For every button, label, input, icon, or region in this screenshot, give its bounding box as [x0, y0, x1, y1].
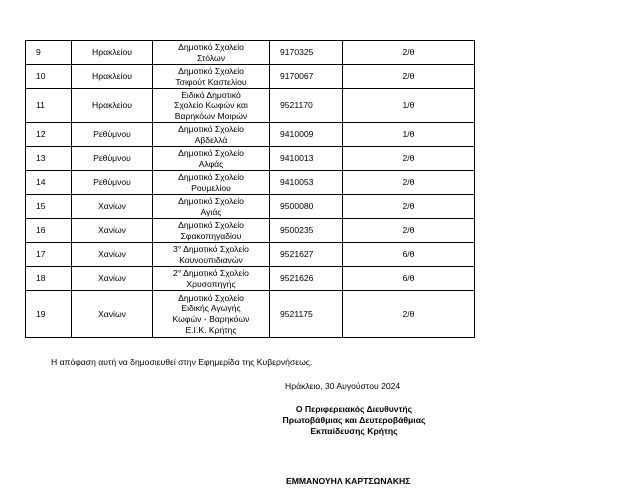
school-code-cell: 9170325 — [270, 41, 343, 65]
school-name-line: Αγιάς — [200, 206, 222, 217]
school-name-line: Δημοτικό Σχολείο — [178, 41, 244, 52]
school-name-line: Ειδικής Αγωγής — [181, 303, 241, 314]
region-cell: Ρεθύμνου — [72, 123, 153, 147]
row-number: 16 — [26, 219, 72, 243]
table-row — [26, 89, 475, 123]
school-name-line: Σχολείο Κωφών και — [174, 100, 248, 111]
row-number: 14 — [26, 171, 72, 195]
region-cell: Ηρακλείου — [72, 65, 153, 89]
school-cell — [153, 89, 270, 123]
positions-cell: 2/θ — [343, 41, 475, 65]
school-name-line: Δημοτικό Σχολείο — [178, 171, 244, 182]
school-name-line: Δημοτικό Σχολείο — [178, 147, 244, 158]
school-cell — [153, 195, 270, 219]
school-name-line: Δημοτικό Σχολείο — [178, 65, 244, 76]
school-name-line: Ειδικό Δημοτικό — [181, 89, 241, 100]
positions-cell: 2/θ — [343, 171, 475, 195]
school-cell — [153, 219, 270, 243]
school-name-line: 2° Δημοτικό Σχολείο — [173, 267, 249, 278]
school-name-line: Δημοτικό Σχολείο — [178, 195, 244, 206]
row-number: 13 — [26, 147, 72, 171]
school-cell — [153, 267, 270, 291]
school-code-cell: 9521627 — [270, 243, 343, 267]
region-cell: Χανίων — [72, 291, 153, 338]
schools-table — [25, 40, 475, 338]
region-cell: Χανίων — [72, 267, 153, 291]
school-cell — [153, 171, 270, 195]
school-name-line: Αλφάς — [198, 158, 224, 169]
row-number: 9 — [26, 41, 72, 65]
positions-cell: 2/θ — [343, 65, 475, 89]
school-name-line: Αβδελλά — [194, 134, 228, 145]
positions-cell: 2/θ — [343, 147, 475, 171]
table-row — [26, 219, 475, 243]
school-code-cell: 9410013 — [270, 147, 343, 171]
school-cell — [153, 65, 270, 89]
school-cell — [153, 243, 270, 267]
table-row — [26, 243, 475, 267]
place-date: Ηράκλειο, 30 Αυγούστου 2024 — [285, 381, 401, 391]
row-number: 10 — [26, 65, 72, 89]
row-number: 17 — [26, 243, 72, 267]
school-code-cell: 9410009 — [270, 123, 343, 147]
region-cell: Χανίων — [72, 195, 153, 219]
school-name-line: 3° Δημοτικό Σχολείο — [173, 243, 249, 254]
school-name-line: Βαρηκόων Μοιρών — [174, 110, 248, 121]
table-row — [26, 195, 475, 219]
school-code-cell: 9521626 — [270, 267, 343, 291]
region-cell: Χανίων — [72, 219, 153, 243]
region-cell: Ρεθύμνου — [72, 147, 153, 171]
row-number: 19 — [26, 291, 72, 338]
region-cell: Ρεθύμνου — [72, 171, 153, 195]
school-cell — [153, 123, 270, 147]
school-name-line: Σφακοπηγαδίου — [180, 230, 242, 241]
signatory-name: ΕΜΜΑΝΟΥΗΛ ΚΑΡΤΣΩΝΑΚΗΣ — [286, 476, 411, 486]
school-name-line: Δημοτικό Σχολείο — [178, 292, 244, 303]
positions-cell: 2/θ — [343, 219, 475, 243]
school-code-cell: 9500080 — [270, 195, 343, 219]
signatory-title-line: Πρωτοβάθμιας και Δευτεροβάθμιας — [282, 415, 426, 425]
row-number: 12 — [26, 123, 72, 147]
table-row — [26, 147, 475, 171]
positions-cell: 6/θ — [343, 243, 475, 267]
school-name-line: Δημοτικό Σχολείο — [178, 219, 244, 230]
table-row — [26, 123, 475, 147]
region-cell: Ηρακλείου — [72, 89, 153, 123]
school-cell — [153, 147, 270, 171]
region-cell: Ηρακλείου — [72, 41, 153, 65]
positions-cell: 1/θ — [343, 89, 475, 123]
positions-cell: 6/θ — [343, 267, 475, 291]
school-name-line: Ρουμελίου — [191, 182, 231, 193]
school-code-cell: 9521170 — [270, 89, 343, 123]
school-name-line: Δημοτικό Σχολείο — [178, 123, 244, 134]
school-name-line: Τσιφούτ Καστελίου — [175, 76, 247, 87]
signatory-title-line: Εκπαίδευσης Κρήτης — [310, 426, 398, 436]
publication-note: Η απόφαση αυτή να δημοσιευθεί στην Εφημερίδα της Κυβερνήσεως. — [51, 357, 313, 367]
school-name-line: Χρυσοπηγής — [186, 278, 236, 289]
school-code-cell: 9170067 — [270, 65, 343, 89]
table-row — [26, 267, 475, 291]
school-name-line: Στόλων — [196, 52, 226, 63]
row-number: 11 — [26, 89, 72, 123]
region-cell: Χανίων — [72, 243, 153, 267]
school-cell — [153, 291, 270, 338]
table-row — [26, 171, 475, 195]
school-cell — [153, 41, 270, 65]
row-number: 15 — [26, 195, 72, 219]
school-name-line: Ε.Ι.Κ. Κρήτης — [185, 324, 237, 335]
table-row — [26, 291, 475, 338]
school-code-cell: 9521175 — [270, 291, 343, 338]
signatory-title — [0, 404, 640, 437]
positions-cell: 2/θ — [343, 195, 475, 219]
positions-cell: 1/θ — [343, 123, 475, 147]
table-row — [26, 65, 475, 89]
row-number: 18 — [26, 267, 72, 291]
positions-cell: 2/θ — [343, 291, 475, 338]
school-name-line: Κωφών - Βαρηκόων — [172, 314, 250, 324]
table-row — [26, 41, 475, 65]
school-code-cell: 9410053 — [270, 171, 343, 195]
signatory-title-line: Ο Περιφερειακός Διευθυντής — [295, 404, 413, 414]
school-name-line: Κουνουπιδιανών — [179, 254, 243, 265]
school-code-cell: 9500235 — [270, 219, 343, 243]
